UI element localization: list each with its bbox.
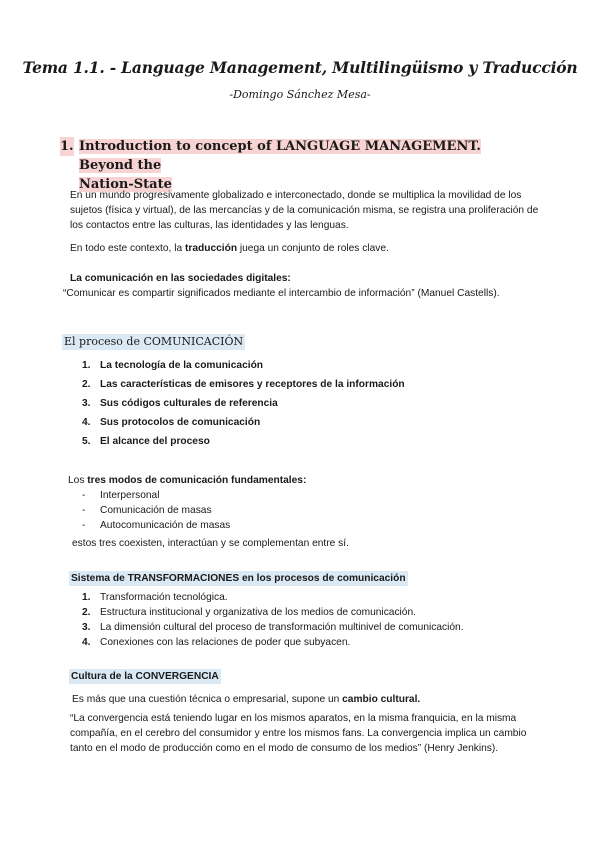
list-item-text: Conexiones con las relaciones de poder que subyacen. — [100, 637, 351, 648]
list-item-text: Interpersonal — [100, 490, 160, 501]
translation-keyword: traducción — [184, 243, 238, 254]
modes-intro-bold: tres modos de comunicación fundamentales: — [87, 475, 307, 486]
document-title: Tema 1.1. - Language Management, Multilingüismo y Traducción — [22, 58, 578, 77]
list-item-text: La tecnología de la comunicación — [100, 360, 264, 371]
list-item-text: La dimensión cultural del proceso de transformación multinivel de comunicación. — [100, 622, 464, 633]
list-dash: - — [82, 505, 86, 516]
list-item-number: 5. — [82, 436, 91, 447]
list-item-number: 2. — [82, 379, 91, 390]
convergence-paragraph — [72, 692, 552, 707]
convergence-heading: Cultura de la CONVERGENCIA — [71, 671, 219, 682]
section-1-heading-line1: Introduction to concept of LANGUAGE MANAGEMENT. Beyond the — [79, 139, 481, 173]
transformations-list — [82, 590, 552, 650]
intro-paragraph: En un mundo progresivamente globalizado e interconectado, donde se multiplica la movilidad de los sujetos (física y virtual), de las mercancías y de la comunicación misma, se registra una proliferación de los contactos entre las culturas, las identidades y las lenguas. — [70, 190, 539, 231]
list-item-number: 4. — [82, 637, 91, 648]
section-1-heading-line2: Nation-State — [79, 177, 172, 192]
list-item-number: 4. — [82, 417, 91, 428]
list-item — [82, 503, 382, 518]
section-1-heading — [60, 137, 500, 194]
list-item — [82, 360, 482, 379]
list-dash: - — [82, 520, 86, 531]
list-item-number: 2. — [82, 607, 91, 618]
list-item-text: Autocomunicación de masas — [100, 520, 231, 531]
list-item-text: Transformación tecnológica. — [100, 592, 228, 603]
modes-list — [82, 488, 382, 533]
modes-outro: estos tres coexisten, interactúan y se complementan entre sí. — [72, 538, 349, 549]
list-item-text: Las características de emisores y receptores de la información — [100, 379, 405, 390]
translation-paragraph — [70, 241, 548, 256]
list-item-text: Comunicación de masas — [100, 505, 212, 516]
list-item-text: El alcance del proceso — [100, 436, 210, 447]
modes-intro — [68, 473, 306, 488]
list-item — [82, 379, 482, 398]
jenkins-quote: “La convergencia está teniendo lugar en los mismos aparatos, en la misma franquicia, en la misma compañía, en el cerebro del consumidor y entre los mismos fans. La convergencia implica un cambio tanto en el modo de producción como en el modo de consumo de los medios” (Henry Jenkins). — [70, 713, 527, 754]
list-item — [82, 635, 552, 650]
list-item — [82, 590, 552, 605]
document-author: -Domingo Sánchez Mesa- — [229, 88, 371, 101]
translation-paragraph-start: En todo este contexto, la — [70, 243, 185, 254]
list-item-text: Sus protocolos de comunicación — [100, 417, 261, 428]
list-item-number: 3. — [82, 622, 91, 633]
list-dash: - — [82, 490, 86, 501]
modes-intro-start: Los — [68, 475, 88, 486]
transformations-heading: Sistema de TRANSFORMACIONES en los procesos de comunicación — [71, 573, 406, 584]
list-item — [82, 605, 552, 620]
list-item-text: Sus códigos culturales de referencia — [100, 398, 278, 409]
list-item-number: 1. — [82, 592, 91, 603]
digital-societies-subheading: La comunicación en las sociedades digitales: — [70, 273, 291, 284]
list-item — [82, 398, 482, 417]
list-item — [82, 620, 552, 635]
translation-paragraph-end: juega un conjunto de roles clave. — [237, 243, 389, 254]
list-item — [82, 436, 482, 455]
list-item — [82, 488, 382, 503]
list-item-number: 3. — [82, 398, 91, 409]
section-1-number: 1. — [60, 139, 74, 154]
list-item — [82, 518, 382, 533]
communication-process-heading: El proceso de COMUNICACIÓN — [64, 335, 244, 348]
list-item-text: Estructura institucional y organizativa de los medios de comunicación. — [100, 607, 416, 618]
list-item — [82, 417, 482, 436]
list-item-number: 1. — [82, 360, 91, 371]
castells-quote: “Comunicar es compartir significados mediante el intercambio de información” (Manuel Castells). — [63, 288, 500, 299]
convergence-keyword: cambio cultural. — [342, 694, 421, 705]
convergence-paragraph-start: Es más que una cuestión técnica o empresarial, supone un — [72, 694, 343, 705]
communication-process-list — [82, 360, 482, 455]
